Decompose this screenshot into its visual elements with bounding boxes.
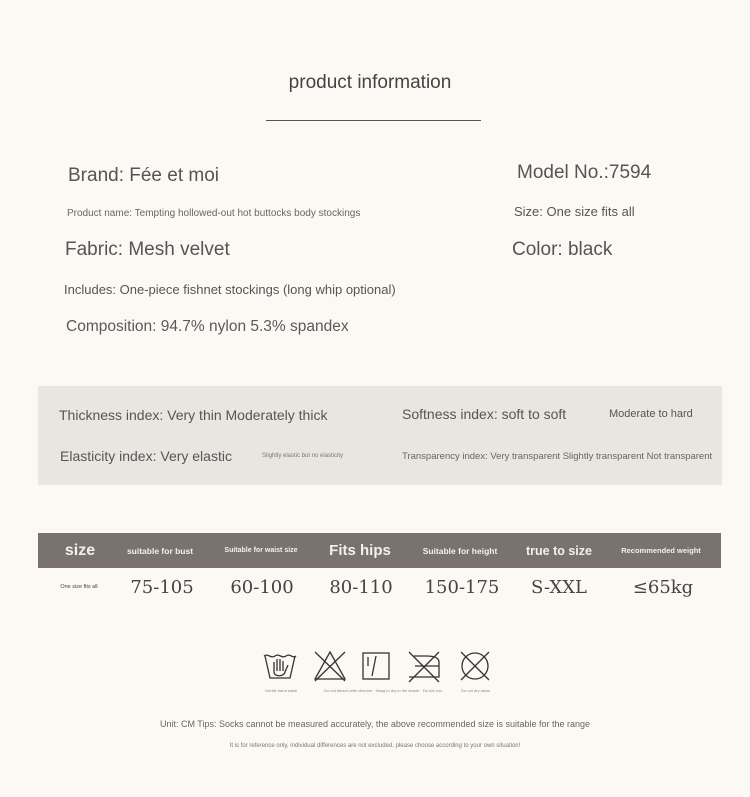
header-height: Suitable for height <box>422 545 498 556</box>
header-true-to-size: true to size <box>526 543 592 558</box>
product-name-label: Product name: Tempting hollowed-out hot buttocks body stockings <box>67 208 361 219</box>
fabric-label: Fabric: Mesh velvet <box>65 239 230 260</box>
brand-label: Brand: Fée et moi <box>68 165 220 186</box>
value-bust: 75-105 <box>130 576 194 598</box>
care-label-bleach-dry-iron: Do not bleach with chlorine · Hang to dry in the shade · Do not iron <box>324 688 443 693</box>
value-true-to-size: S-XXL <box>530 576 587 598</box>
model-label: Model No.:7594 <box>517 162 652 183</box>
size-label: Size: One size fits all <box>514 204 635 219</box>
hand-wash-icon <box>262 648 298 684</box>
elasticity-index-extra: Slightly elastic but no elasticity <box>262 453 344 459</box>
size-tips-note: Unit: CM Tips: Socks cannot be measured accurately, the above recommended size is suitable for the range <box>159 719 591 729</box>
thickness-index: Thickness index: Very thin Moderately thick <box>59 407 328 423</box>
page-title: product information <box>288 72 452 93</box>
value-hips: 80-110 <box>329 576 393 598</box>
includes-label: Includes: One-piece fishnet stockings (long whip optional) <box>64 282 396 297</box>
index-panel <box>38 386 722 485</box>
header-size: size <box>64 541 96 559</box>
transparency-index: Transparency index: Very transparent Slightly transparent Not transparent <box>402 451 713 462</box>
reference-note: It is for reference only, individual differences are not excluded, please choose according to your own situation! <box>229 743 521 749</box>
color-label: Color: black <box>512 239 613 260</box>
elasticity-index: Elasticity index: Very elastic <box>60 448 232 464</box>
value-size: One size fits all <box>60 584 98 590</box>
softness-index-extra: Moderate to hard <box>609 408 693 420</box>
header-hips: Fits hips <box>329 542 391 559</box>
hang-dry-icon <box>358 648 394 684</box>
value-weight: ≤65kg <box>632 576 694 598</box>
softness-index: Softness index: soft to soft <box>402 406 567 422</box>
no-iron-icon <box>406 648 442 684</box>
header-waist: Suitable for waist size <box>224 547 298 554</box>
no-bleach-icon <box>312 648 348 684</box>
composition-label: Composition: 94.7% nylon 5.3% spandex <box>66 318 349 335</box>
title-divider <box>266 120 481 121</box>
size-table-header <box>38 533 721 568</box>
care-label-hand-wash: Gentle hand wash <box>265 688 298 693</box>
header-weight: Recommended weight <box>621 546 701 555</box>
no-dry-clean-icon <box>457 648 493 684</box>
value-height: 150-175 <box>424 576 500 598</box>
value-waist: 60-100 <box>230 576 294 598</box>
care-label-dry-clean: Do not dry clean <box>461 688 491 693</box>
header-bust: suitable for bust <box>126 545 194 556</box>
